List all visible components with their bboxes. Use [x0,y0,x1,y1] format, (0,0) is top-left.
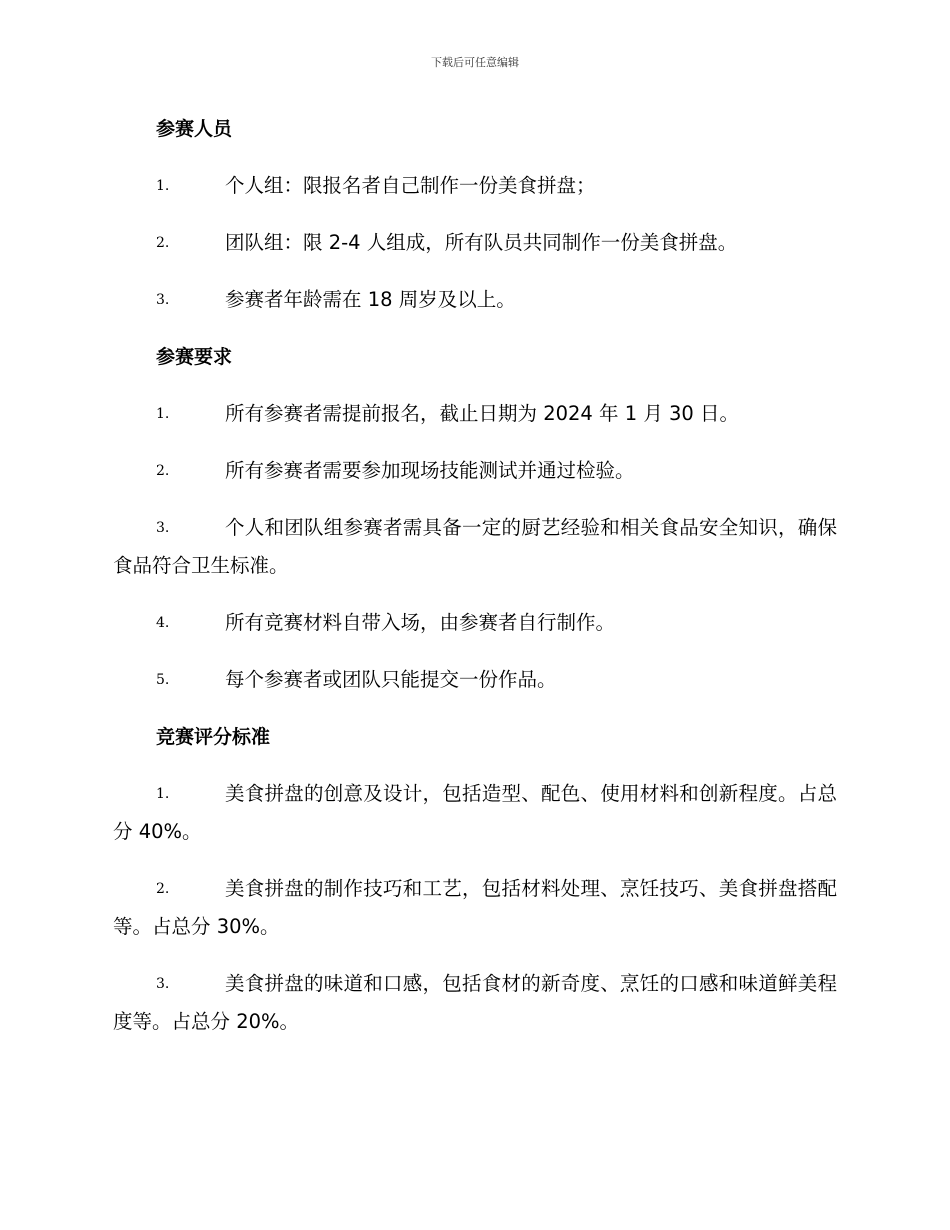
list-item [113,775,837,851]
list-item [113,167,837,205]
page-header-note: 下载后可任意编辑 [431,56,519,69]
list-item-number: 2. [156,463,170,479]
document-body [113,110,837,1060]
list-item-text: 所有竞赛材料自带入场，由参赛者自行制作。 [225,611,616,634]
list-item [113,281,837,319]
list-item-number: 5. [156,672,170,688]
list-item [113,870,837,946]
section-heading-scoring: 竞赛评分标准 [156,726,271,748]
list-item [113,224,837,262]
list-item-text: 个人组：限报名者自己制作一份美食拼盘； [225,174,596,197]
list-item-number: 3. [156,976,170,992]
list-item-text: 参赛者年龄需在 18 周岁及以上。 [225,288,516,311]
list-item [113,661,837,699]
list-item [113,604,837,642]
list-item-number: 2. [156,235,170,251]
list-item-number: 1. [156,406,170,422]
list-item [113,395,837,433]
list-item-number: 1. [156,178,170,194]
list-item-text: 美食拼盘的创意及设计，包括造型、配色、使用材料和创新程度。占总分 40%。 [113,782,837,843]
list-item-text: 每个参赛者或团队只能提交一份作品。 [225,668,557,691]
list-item [113,452,837,490]
list-item-text: 所有参赛者需要参加现场技能测试并通过检验。 [225,459,635,482]
list-item-number: 2. [156,881,170,897]
list-item-text: 团队组：限 2-4 人组成，所有队员共同制作一份美食拼盘。 [225,231,738,254]
list-item-number: 1. [156,786,170,802]
list-item-text: 所有参赛者需提前报名，截止日期为 2024 年 1 月 30 日。 [225,402,740,425]
list-item-text: 美食拼盘的制作技巧和工艺，包括材料处理、烹饪技巧、美食拼盘搭配等。占总分 30%。 [113,877,837,938]
list-item-number: 3. [156,292,170,308]
list-item-text: 美食拼盘的味道和口感，包括食材的新奇度、烹饪的口感和味道鲜美程度等。占总分 20%。 [113,972,837,1033]
list-item-number: 4. [156,615,170,631]
list-item [113,509,837,585]
list-item-number: 3. [156,520,170,536]
list-item [113,965,837,1041]
section-heading-requirements: 参赛要求 [156,346,233,368]
section-heading-participants: 参赛人员 [156,118,233,140]
list-item-text: 个人和团队组参赛者需具备一定的厨艺经验和相关食品安全知识，确保食品符合卫生标准。 [113,516,837,577]
